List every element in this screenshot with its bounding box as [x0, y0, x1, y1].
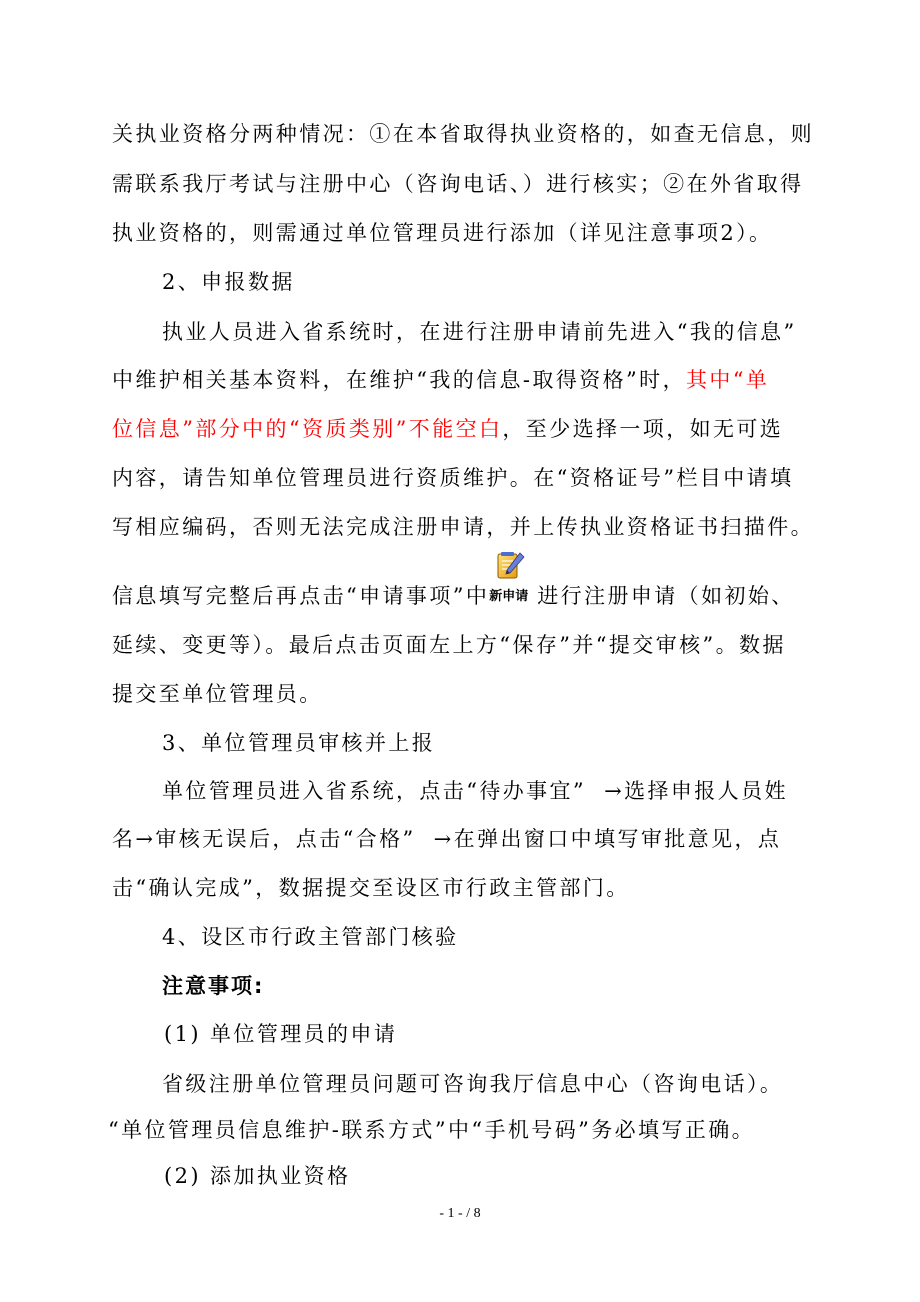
notes-heading: 注意事项:: [162, 974, 265, 998]
page-number: - 1 - / 8: [439, 1206, 481, 1221]
para-line-7: [112, 413, 783, 443]
para-line-14: [162, 775, 788, 805]
section-heading-3: 3、单位管理员审核并上报: [162, 731, 436, 755]
para-line-12: 提交至单位管理员。: [112, 682, 323, 706]
para-line-9: 写相应编码，否则无法完成注册申请，并上传执业资格证书扫描件。: [112, 515, 814, 539]
para-line-7-text: ，至少选择一项，如无可选: [502, 417, 784, 441]
highlight-text: 其中“单: [685, 368, 770, 392]
note-heading-2: (2) 添加执业资格: [164, 1164, 351, 1188]
para-line-15: [112, 823, 781, 853]
para-line-10-rest: 进行注册申请（如初始、: [537, 584, 795, 608]
section-heading-2: 2、申报数据: [162, 270, 295, 294]
para-line-3: 执业资格的，则需通过单位管理员进行添加（详见注意事项2）。: [112, 221, 773, 245]
para-line-2: 需联系我厅考试与注册中心（咨询电话、）进行核实；②在外省取得: [112, 172, 804, 196]
para-line-6-text: 中维护相关基本资料，在维护“我的信息-取得资格”时，: [112, 368, 686, 392]
para-line-14-rest: →选择申报人员姓: [604, 779, 788, 803]
para-line-10-text: 信息填写完整后再点击“申请事项”中: [112, 584, 490, 608]
para-line-21: “单位管理员信息维护-联系方式”中“手机号码”务必填写正确。: [108, 1118, 756, 1142]
para-line-20: 省级注册单位管理员问题可咨询我厅信息中心（咨询电话）。: [162, 1072, 784, 1096]
para-line-16: 击“确认完成”，数据提交至设区市行政主管部门。: [112, 876, 630, 900]
para-line-10: [112, 580, 795, 610]
new-application-button[interactable]: [489, 583, 537, 603]
para-line-5: 执业人员进入省系统时，在进行注册申请前先进入“我的信息”: [162, 320, 797, 344]
para-line-8: 内容，请告知单位管理员进行资质维护。在“资格证号”栏目中请填: [112, 466, 794, 490]
para-line-14-text: 单位管理员进入省系统，点击“待办事宜”: [162, 779, 587, 803]
para-line-15-rest: →在弹出窗口中填写审批意见，点: [433, 827, 782, 851]
notepad-pencil-icon: [495, 549, 525, 581]
para-line-1: 关执业资格分两种情况：①在本省取得执业资格的，如查无信息，则: [112, 122, 814, 146]
para-line-6: [112, 364, 769, 394]
note-heading-1: (1) 单位管理员的申请: [164, 1022, 398, 1046]
highlight-text: 位信息”部分中的“资质类别”不能空白: [112, 417, 503, 441]
new-application-label: 新申请: [489, 589, 529, 604]
para-line-15-text: 名→审核无误后，点击“合格”: [112, 827, 416, 851]
para-line-11: 延续、变更等）。最后点击页面左上方“保存”并“提交审核”。数据: [112, 633, 786, 657]
section-heading-4: 4、设区市行政主管部门核验: [162, 925, 459, 949]
